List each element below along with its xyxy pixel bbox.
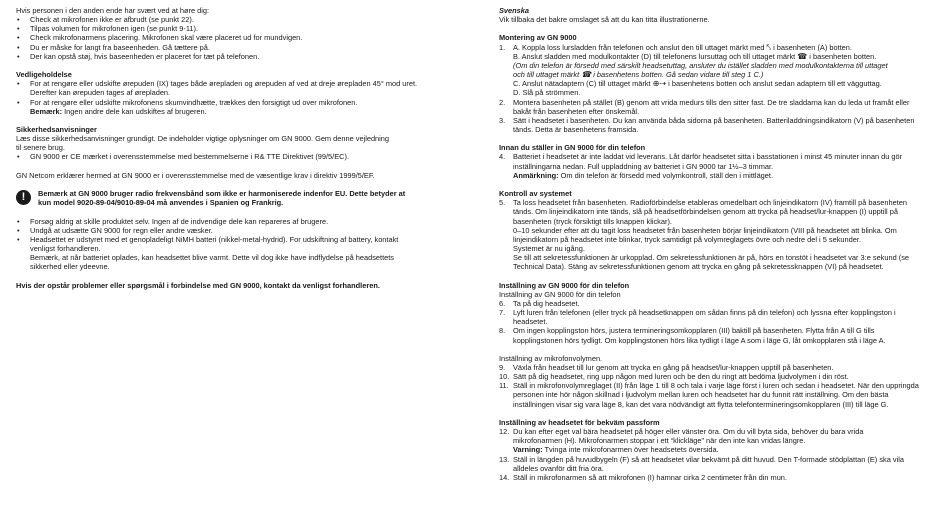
closing-statement: Hvis der opstår problemer eller spørgsmål i forbindelse med GN 9000, kontakt da venligst forhandleren. [16, 280, 380, 290]
section-heading-kontroll: Kontroll av systemet [499, 189, 572, 199]
list-item-continuation: tänds. Detta är basenhetens framsida. [513, 125, 639, 135]
phone-icon: ☎ [581, 70, 592, 80]
list-item-continuation: Se till att sekretessfunktionen är urkopplad. Om sekretessfunktionen är på, hörs en tonstöt i headsetet var 3:e sekund (se [513, 253, 910, 263]
intro-heading: Hvis personen i den anden ende har svært ved at høre dig: [16, 6, 210, 15]
list-item: 5. Ta loss headsetet från basenheten. Radioförbindelse etableras omedelbart och linjeindikatorn (IV) framtill på basenheten [499, 198, 907, 208]
paragraph: til senere brug. [16, 143, 65, 153]
list-item: • For at rengøre eller udskifte mikrofonens skumvindhætte, trækkes den forsigtigt ud over mikrofonen. [17, 97, 358, 107]
list-item-continuation: venligst forhandleren. [30, 243, 101, 253]
list-item-continuation: (Om din telefon är försedd med särskilt headsetuttag, ansluter du istället sladden med modulkontakterna till uttaget [513, 60, 888, 70]
list-item: • Tilpas volumen for mikrofonen igen (se punkt 9-11). [17, 24, 199, 34]
list-item-continuation: D. Slå på strömmen. [513, 88, 581, 98]
intro-text: Vik tillbaka det bakre omslaget så att du kan titta illustrationerne. [499, 15, 710, 25]
list-item: 9. Växla från headset till lur genom att trycka en gång på headset/lur-knappen upptill på basenheten. [499, 363, 834, 373]
list-item-continuation: linjeindikatorn på headsetet inte blinkar, tryck samtidigt på volymreglagets övre och nedre del i 5 sekunder. [513, 234, 861, 244]
language-title: Svenska [499, 6, 529, 15]
bullet-icon: • [17, 15, 20, 25]
left-column [16, 6, 436, 290]
section-heading-sikkerhed: Sikkerhedsanvisninger [16, 125, 97, 134]
list-item: • GN 9000 er CE mærket i overensstemmelse med bestemmelserne i R& TTE Direktivet (99/5/EC). [17, 152, 349, 162]
list-item: • Undgå at udsætte GN 9000 for regn eller andre væsker. [17, 225, 213, 235]
list-item-continuation: och till uttaget märkt ☎ i basenhetens botten. Gå sedan vidare till steg 1 C.) [513, 70, 764, 80]
bullet-icon: • [17, 234, 20, 244]
bullet-icon: • [17, 79, 20, 89]
warning-text: kun model 9020-89-04/9010-89-04 må anvendes i Spanien og Frankrig. [38, 198, 284, 208]
list-item-continuation: Technical Data). Stäng av sekretessfunktionen genom att trycka en gång på sekretessknappen (VI) på headsetet. [513, 262, 884, 272]
list-item-continuation: inställningarna nedan. Full uppladdning av batteriet i GN 9000 tar 1½–3 timmar. [513, 161, 774, 171]
power-icon: ⊕⇢ [652, 79, 667, 89]
list-item: • Du er måske for langt fra baseenheden. Gå tættere på. [17, 42, 210, 52]
right-column [499, 6, 919, 482]
list-item-continuation: Bemærk, at når batteriet oplades, kan headsettet blive varmt. Dette vil dog ikke have indflydelse på headsettets [30, 253, 394, 263]
list-item: 13. Ställ in längden på huvudbygeln (F) så att headsetet vilar bekvämt på ditt huvud. Den T-formade stödplattan (E) ska vila [499, 454, 904, 464]
bullet-icon: • [17, 152, 20, 162]
list-item-continuation: 0–10 sekunder efter att du tagit loss headsetet från basenheten börjar linjeindikatorn (VIII på headsetet att blinka. Om [513, 225, 897, 235]
bullet-icon: • [17, 97, 20, 107]
list-item: 8. Om ingen kopplingston hörs, justera termineringsomkopplaren (III) baktill på basenheten. Flytta från A till G tills [499, 326, 875, 336]
list-item: 11. Ställ in mikrofonvolymreglaget (II) från läge 1 till 8 och tala i varje läge först i luren och sedan i headsetet. När den uppringda [499, 381, 919, 391]
declaration: GN Netcom erklærer hermed at GN 9000 er i overensstemmelse med de væsentlige krav i direktiv 1999/5/EF. [16, 170, 375, 180]
list-item-continuation: kopplingstonen hörs tydligt. Om kopplingstonen hörs lika tydligt i läge A som i läge G, låt omkopplaren stå i läge A. [513, 335, 886, 345]
bullet-icon: • [17, 51, 20, 61]
subheading-mikrofon: Inställning av mikrofonvolymen. [499, 353, 603, 363]
list-item: 12. Du kan efter eget val bära headsetet på höger eller vänster öra. Om du vill byta sida, behöver du bara vrida [499, 427, 864, 437]
list-item-continuation: alldeles ovanför ditt fria öra. [513, 463, 604, 473]
list-item: • Forsøg aldrig at skille produktet selv. Ingen af de indvendige dele kan repareres af brugere. [17, 216, 329, 226]
list-item: • For at rengøre eller udskifte ørepuden (IX) tages både ørepladen og ørepuden af ved at dreje ørepladen 45° mod uret. [17, 79, 418, 89]
handset-icon: ⤣ [766, 42, 772, 52]
list-item-continuation: inställningen visar sig vara läge 8, kan det vara nödvändigt att flytta telefontermineringsomkopplaren (III) till läge G. [513, 399, 889, 409]
list-item: 14. Ställ in mikrofonarmen så att mikrofonen (I) hamnar cirka 2 centimeter från din mun. [499, 472, 787, 482]
list-item: 3. Sätt i headsetet i basenheten. Du kan använda båda sidorna på basenheten. Batteriladdningsindikatorn (V) på basenheten [499, 115, 915, 125]
section-heading-vedligeholdelse: Vedligeholdelse [16, 70, 72, 80]
list-item-continuation: headsetet. [513, 317, 548, 327]
list-item: • Der kan opstå støj, hvis baseenheden er placeret for tæt på telefonen. [17, 51, 260, 61]
list-item: 6. Ta på dig headsetet. [499, 298, 580, 308]
bullet-icon: • [17, 216, 20, 226]
list-item-continuation: bakåt från basenheten efter önskemål. [513, 106, 640, 116]
list-item: 1. A. Koppla loss lursladden från telefonen och anslut den till uttaget märkt med ⤣ i basenheten (A) botten. [499, 42, 852, 52]
section-heading-passform: Inställning av headsetet för bekväm passform [499, 417, 660, 427]
subheading: Inställning av GN 9000 för din telefon [499, 289, 621, 299]
warning-icon: ! [16, 189, 38, 205]
list-item: 4. Batteriet i headsetet är inte laddat vid leverans. Låt därför headsetet sitta i basstationen i minst 45 minuter innan du gör [499, 152, 903, 162]
list-item-continuation: sikkerhed eller ydeevne. [30, 262, 110, 272]
note: Bemærk: Ingen andre dele kan udskiftes af brugeren. [30, 106, 207, 116]
list-item-continuation: C. Anslut nätadaptern (C) till uttaget märkt ⊕⇢ i basenhetens botten och anslut sedan adaptern till ett vägguttag. [513, 79, 882, 89]
list-item-continuation: personen inte hör någon skillnad i ljudvolym mellan luren och headsetet har du funnit rätt inställning. Om den bästa [513, 390, 889, 400]
list-item-continuation: basenheten (tryck försiktigt tills knappen klickar). [513, 216, 672, 226]
section-heading-montering: Montering av GN 9000 [499, 33, 577, 43]
list-item-continuation: Derefter kan ørepuden tages af ørepladen. [30, 88, 171, 98]
warning-note: Varning: Tvinga inte mikrofonarmen över headsetets översida. [513, 445, 719, 455]
list-item: • Check at mikrofonen ikke er afbrudt (se punkt 22). [17, 15, 194, 25]
list-item-continuation: mikrofonarmen (H). Mikrofonarmen stoppar i ett “klickläge” när den inte kan vridas längre. [513, 436, 806, 446]
list-item: • Check mikrofonarmens placering. Mikrofonen skal være placeret ud for mundvigen. [17, 33, 303, 43]
list-item-continuation: tänds. Om linjeindikatorn inte tänds, slå på headsetförbindelsen genom att trycka på headset/lur-knappen (I) upptill på [513, 207, 898, 217]
section-heading-installning: Inställning av GN 9000 för din telefon [499, 280, 630, 290]
list-item: • Headsettet er udstyret med et genopladeligt NiMH batteri (nikkel-metal-hydrid). For udskiftning af battery, kontakt [17, 234, 399, 244]
section-heading-innan: Innan du ställer in GN 9000 för din telefon [499, 143, 646, 153]
bullet-icon: • [17, 24, 20, 34]
list-item-continuation: B. Anslut sladden med modulkontakter (D) till telefonens lursuttag och till uttaget märkt ☎ i basenheten botten. [513, 51, 877, 61]
list-item: 10. Sätt på dig headsetet, ring upp någon med luren och be den du ringt att bedöma ljudvolymen i din röst. [499, 372, 849, 382]
bullet-icon: • [17, 42, 20, 52]
warning-text: Bemærk at GN 9000 bruger radio frekvensbånd som ikke er harmoniserede indenfor EU. Dette betyder at [38, 189, 406, 199]
list-item-continuation: Systemet är nu igång. [513, 244, 585, 254]
list-item: 7. Lyft luren från telefonen (eller tryck på headsetknappen om sådan finns på din telefon) och lyssna efter kopplingston i [499, 308, 896, 318]
warning-box [16, 189, 436, 207]
bullet-icon: • [17, 33, 20, 43]
bullet-icon: • [17, 225, 20, 235]
list-item: 2. Montera basenheten på stället (B) genom att vrida medurs tills den sitter fast. De tre sladdarna kan du leda ut framåt eller [499, 97, 910, 107]
phone-icon: ☎ [797, 51, 808, 61]
paragraph: Læs disse sikkerhedsanvisninger grundigt. De indeholder vigtige oplysninger om GN 9000. Gem denne vejledning [16, 134, 390, 144]
note: Anmärkning: Om din telefon är försedd med volymkontroll, ställ den i mittläget. [513, 170, 774, 180]
